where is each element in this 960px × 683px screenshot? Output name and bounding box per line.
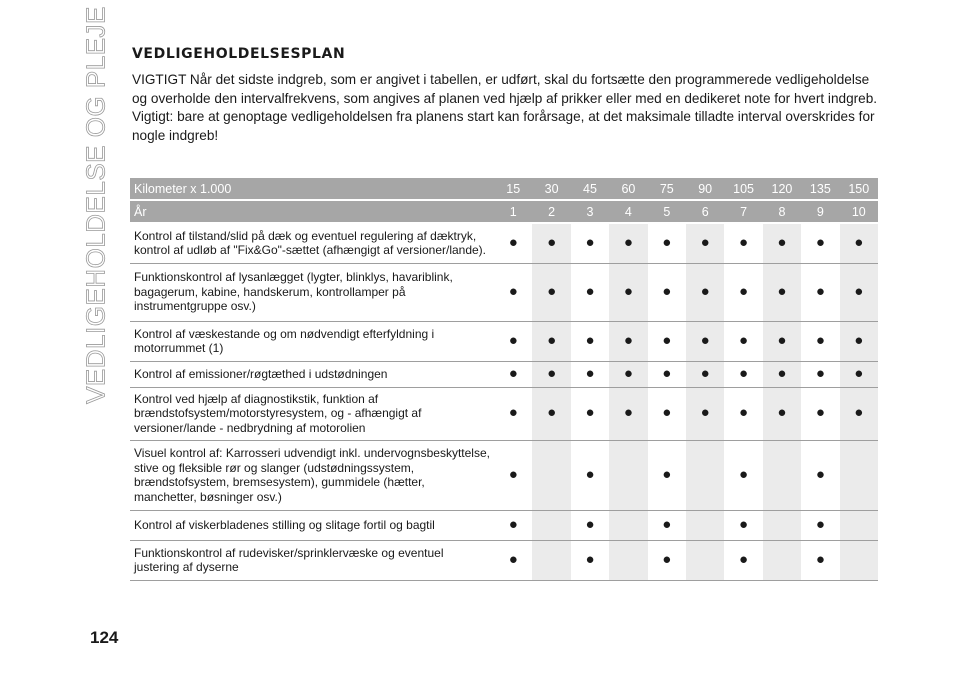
check-dot-icon: ● (686, 263, 724, 321)
check-dot-icon: ● (840, 263, 878, 321)
header-value: 10 (840, 200, 878, 223)
check-dot-icon: ● (724, 321, 762, 361)
operation-label: Kontrol ved hjælp af diagnostikstik, funktion af brændstofsystem/motorstyresystem, og - afhængigt af versioner/lande - nedbrydning af motorolien (130, 387, 494, 440)
table-header (130, 178, 878, 223)
operation-label: Kontrol af emissioner/røgtæthed i udstødningen (130, 361, 494, 387)
check-dot-icon: ● (840, 361, 878, 387)
check-dot-icon: ● (571, 440, 609, 510)
check-dot-icon: ● (686, 387, 724, 440)
empty-cell (840, 440, 878, 510)
header-value: 150 (840, 178, 878, 200)
header-value: 9 (801, 200, 839, 223)
check-dot-icon: ● (648, 321, 686, 361)
check-dot-icon: ● (840, 387, 878, 440)
empty-cell (532, 510, 570, 540)
header-value: 2 (532, 200, 570, 223)
check-dot-icon: ● (686, 321, 724, 361)
table-body (130, 223, 878, 580)
empty-cell (840, 540, 878, 580)
empty-cell (532, 540, 570, 580)
check-dot-icon: ● (494, 321, 532, 361)
check-dot-icon: ● (648, 510, 686, 540)
header-value: 7 (724, 200, 762, 223)
check-dot-icon: ● (686, 223, 724, 263)
section-side-tab (76, 6, 116, 404)
table-row (130, 361, 878, 387)
empty-cell (763, 440, 801, 510)
header-value: 120 (763, 178, 801, 200)
empty-cell (609, 440, 647, 510)
check-dot-icon: ● (494, 540, 532, 580)
header-value: 90 (686, 178, 724, 200)
check-dot-icon: ● (571, 540, 609, 580)
check-dot-icon: ● (763, 321, 801, 361)
empty-cell (686, 440, 724, 510)
check-dot-icon: ● (532, 223, 570, 263)
check-dot-icon: ● (609, 263, 647, 321)
check-dot-icon: ● (801, 510, 839, 540)
operation-label: Visuel kontrol af: Karrosseri udvendigt inkl. undervognsbeskyttelse, stive og fleksible rør og slanger (udstødningssystem, brændstofsystem, bremsesystem), gummidele (hætter, manchetter, bøsninger osv.) (130, 440, 494, 510)
check-dot-icon: ● (609, 387, 647, 440)
operation-label: Kontrol af viskerbladenes stilling og slitage fortil og bagtil (130, 510, 494, 540)
header-row-years (130, 200, 878, 223)
empty-cell (763, 540, 801, 580)
check-dot-icon: ● (532, 361, 570, 387)
intro-paragraph: VIGTIGT Når det sidste indgreb, som er angivet i tabellen, er udført, skal du fortsætte den programmerede vedligeholdelse og overholde den intervalfrekvens, som angives af planen ved hjælp af prikker eller med en dedikeret note for hvert indgreb. Vigtigt: bare at genoptage vedligeholdelsen fra planens start kan forårsage, at det maksimale tilladte interval overskrides for nogle indgreb! (132, 72, 878, 143)
check-dot-icon: ● (686, 361, 724, 387)
check-dot-icon: ● (609, 361, 647, 387)
check-dot-icon: ● (532, 321, 570, 361)
header-value: 75 (648, 178, 686, 200)
header-value: 60 (609, 178, 647, 200)
check-dot-icon: ● (801, 263, 839, 321)
empty-cell (532, 440, 570, 510)
table-row (130, 440, 878, 510)
check-dot-icon: ● (763, 387, 801, 440)
operation-label: Kontrol af væskestande og om nødvendigt efterfyldning i motorrummet (1) (130, 321, 494, 361)
check-dot-icon: ● (494, 263, 532, 321)
check-dot-icon: ● (724, 540, 762, 580)
header-value: 4 (609, 200, 647, 223)
header-label: År (130, 200, 494, 223)
header-value: 3 (571, 200, 609, 223)
check-dot-icon: ● (801, 223, 839, 263)
check-dot-icon: ● (648, 440, 686, 510)
header-value: 1 (494, 200, 532, 223)
table-row (130, 387, 878, 440)
maintenance-schedule-table (130, 178, 878, 581)
check-dot-icon: ● (724, 361, 762, 387)
check-dot-icon: ● (494, 361, 532, 387)
check-dot-icon: ● (609, 321, 647, 361)
check-dot-icon: ● (571, 223, 609, 263)
check-dot-icon: ● (571, 510, 609, 540)
header-label: Kilometer x 1.000 (130, 178, 494, 200)
check-dot-icon: ● (763, 263, 801, 321)
operation-label: Funktionskontrol af rudevisker/sprinklervæske og eventuel justering af dyserne (130, 540, 494, 580)
check-dot-icon: ● (609, 223, 647, 263)
empty-cell (840, 510, 878, 540)
check-dot-icon: ● (532, 387, 570, 440)
check-dot-icon: ● (494, 510, 532, 540)
check-dot-icon: ● (648, 361, 686, 387)
check-dot-icon: ● (648, 387, 686, 440)
empty-cell (763, 510, 801, 540)
check-dot-icon: ● (840, 321, 878, 361)
check-dot-icon: ● (571, 263, 609, 321)
check-dot-icon: ● (648, 223, 686, 263)
check-dot-icon: ● (801, 321, 839, 361)
table-row (130, 321, 878, 361)
check-dot-icon: ● (494, 387, 532, 440)
check-dot-icon: ● (571, 361, 609, 387)
check-dot-icon: ● (648, 540, 686, 580)
section-side-tab-label: VEDLIGEHOLDELSE OG PLEJE (80, 6, 111, 404)
check-dot-icon: ● (801, 387, 839, 440)
check-dot-icon: ● (724, 263, 762, 321)
check-dot-icon: ● (840, 223, 878, 263)
empty-cell (609, 510, 647, 540)
empty-cell (686, 510, 724, 540)
check-dot-icon: ● (763, 361, 801, 387)
empty-cell (686, 540, 724, 580)
check-dot-icon: ● (571, 321, 609, 361)
operation-label: Kontrol af tilstand/slid på dæk og eventuel regulering af dæktryk, kontrol af udløb af "Fix&Go"-sættet (afhængigt af versioner/lande). (130, 223, 494, 263)
header-value: 6 (686, 200, 724, 223)
page-number: 124 (90, 628, 119, 647)
empty-cell (609, 540, 647, 580)
operation-label: Funktionskontrol af lysanlægget (lygter, blinklys, havariblink, bagagerum, kabine, handskerum, kontrollamper på instrumentgruppe osv.) (130, 263, 494, 321)
header-value: 8 (763, 200, 801, 223)
check-dot-icon: ● (494, 223, 532, 263)
header-value: 45 (571, 178, 609, 200)
check-dot-icon: ● (724, 387, 762, 440)
table-row (130, 263, 878, 321)
check-dot-icon: ● (763, 223, 801, 263)
check-dot-icon: ● (801, 361, 839, 387)
check-dot-icon: ● (532, 263, 570, 321)
check-dot-icon: ● (724, 440, 762, 510)
header-value: 135 (801, 178, 839, 200)
table-row (130, 540, 878, 580)
header-row-kilometers (130, 178, 878, 200)
check-dot-icon: ● (801, 540, 839, 580)
check-dot-icon: ● (494, 440, 532, 510)
table-row (130, 510, 878, 540)
header-value: 30 (532, 178, 570, 200)
check-dot-icon: ● (724, 223, 762, 263)
header-value: 15 (494, 178, 532, 200)
check-dot-icon: ● (571, 387, 609, 440)
check-dot-icon: ● (801, 440, 839, 510)
section-title: VEDLIGEHOLDELSESPLAN (132, 46, 346, 62)
header-value: 5 (648, 200, 686, 223)
check-dot-icon: ● (648, 263, 686, 321)
header-value: 105 (724, 178, 762, 200)
check-dot-icon: ● (724, 510, 762, 540)
table-row (130, 223, 878, 263)
